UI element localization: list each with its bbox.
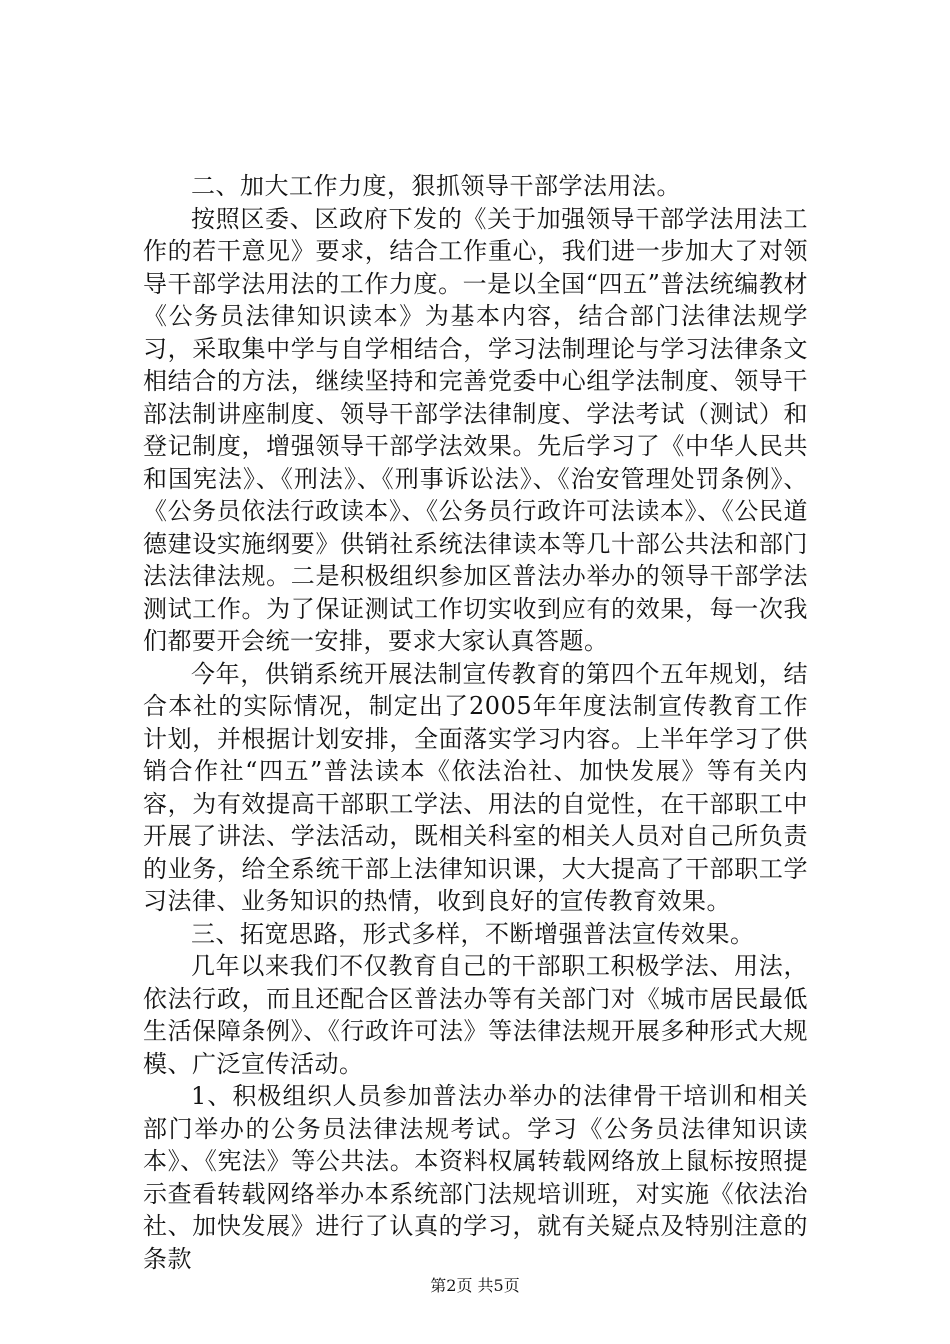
paragraph: 今年，供销系统开展法制宣传教育的第四个五年规划，结合本社的实际情况，制定出了2005年年度法制宣传教育工作计划，并根据计划安排，全面落实学习内容。上半年学习了供销合作社“四五”普法读本《依法治社、加快发展》等有关内容，为有效提高干部职工学法、用法的自觉性，在干部职工中开展了讲法、学法活动，既相关科室的相关人员对自己所负责的业务，给全系统干部上法律知识课，大大提高了干部职工学习法律、业务知识的热情，收到良好的宣传教育效果。 — [143, 659, 808, 915]
paragraph: 按照区委、区政府下发的《关于加强领导干部学法用法工作的若干意见》要求，结合工作重心，我们进一步加大了对领导干部学法用法的工作力度。一是以全国“四五”普法统编教材《公务员法律知识读本》为基本内容，结合部门法律法规学习，采取集中学与自学相结合，学习法制理论与学习法律条文相结合的方法，继续坚持和完善党委中心组学法制度、领导干部法制讲座制度、领导干部学法律制度、学法考试（测试）和登记制度，增强领导干部学法效果。先后学习了《中华人民共和国宪法》、《刑法》、《刑事诉讼法》、《治安管理处罚条例》、《公务员依法行政读本》、《公务员行政许可法读本》、《公民道德建设实施纲要》供销社系统法律读本等几十部公共法和部门法法律法规。二是积极组织参加区普法办举办的领导干部学法测试工作。为了保证测试工作切实收到应有的效果，每一次我们都要开会统一安排，要求大家认真答题。 — [143, 204, 808, 655]
section-heading-3: 三、拓宽思路，形式多样，不断增强普法宣传效果。 — [191, 919, 755, 948]
document-body — [143, 170, 808, 1275]
paragraph: 1、积极组织人员参加普法办举办的法律骨干培训和相关部门举办的公务员法律法规考试。学习《公务员法律知识读本》、《宪法》等公共法。本资料权属转载网络放上鼠标按照提示查看转载网络举办本系统部门法规培训班，对实施《依法治社、加快发展》进行了认真的学习，就有关疑点及特别注意的条款 — [143, 1082, 808, 1273]
section-heading-2: 二、加大工作力度，狠抓领导干部学法用法。 — [191, 172, 681, 200]
paragraph: 几年以来我们不仅教育自己的干部职工积极学法、用法，依法行政，而且还配合区普法办等有关部门对《城市居民最低生活保障条例》、《行政许可法》等法律法规开展多种形式大规模、广泛宣传活动。 — [143, 952, 808, 1078]
page-number-footer: 第2页 共5页 — [430, 1276, 520, 1295]
